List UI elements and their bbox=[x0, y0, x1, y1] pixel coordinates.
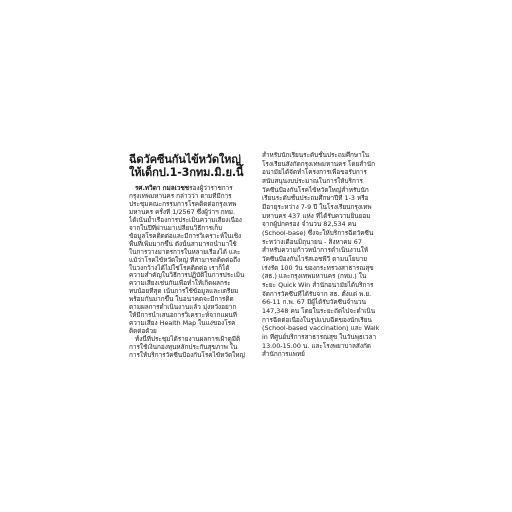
text-line: จากผู้ปกครอง จำนวน 82,534 คน bbox=[262, 220, 357, 229]
article-right-column bbox=[262, 151, 387, 359]
text-line: ในวงกว้างได้ไม่ใช่โรคติดต่อ เราก็ได้ bbox=[129, 263, 230, 272]
text-line: จัดการวัคซีนที่ได้รับจาก สธ. ตั้งแต่ พ.ย. bbox=[262, 289, 372, 298]
text-line: in ที่ศูนย์บริการสาธารณสุข ในวันพุธเวลา bbox=[262, 333, 377, 342]
text-line: การให้บริการวัคซีนป้องกันโรคไข้หวัดใหญ่ bbox=[129, 351, 245, 359]
text-line: เรียนระดับชั้นประถมศึกษาปีที่ 1-3 หรือ bbox=[262, 194, 369, 203]
text-line: โรงเรียนสังกัดกรุงเทพมหานคร โดยสำนัก bbox=[262, 159, 375, 168]
text-line: ในการวางมาตรการในหลายเรื่องได้ และ bbox=[129, 247, 241, 256]
text-line: มีอายุระหว่าง 7-9 ปี ในโรงเรียนกรุงเทพ bbox=[262, 203, 372, 212]
text-line: (สธ.) และกรุงเทพมหานคร (กทม.) ใน bbox=[262, 272, 367, 281]
text-line: ติดต่อด้วย bbox=[129, 327, 157, 336]
text-line: (School-based vaccination) และ Walk bbox=[262, 324, 380, 333]
text-line: ความเสี่ยงเช่นกันเพื่อทำให้เกิดผลกระ bbox=[129, 279, 231, 288]
text-line: สำนักการแพทย์ bbox=[262, 350, 305, 359]
text-line: วัคซีนป้องกันโรคไข้หวัดใหญ่สำหรับนัก bbox=[262, 185, 369, 194]
text-line: พร้อมกันมากขึ้น ในอนาคตจะมีการติด bbox=[129, 295, 234, 304]
text-line: สำหรับความก้าวหน้าการดำเนินงานให้ bbox=[262, 246, 369, 255]
text-line: ความเสี่ยง Health Map ในแง่ของโรค bbox=[129, 319, 236, 328]
text-line: พื้นที่เพิ่มมากขึ้น ดังนั้นสามารถนำมาใช้ bbox=[129, 239, 237, 248]
headline-line-2: ให้เด็กป.1-3กทม.มิ.ย.นี้ bbox=[129, 166, 244, 179]
text-line: ทบน้อยที่สุด เน้นการใช้ข้อมูลและเตรียม bbox=[129, 287, 239, 296]
text-line: 13.00-15.00 น. และโรงพยาบาลสังกัด bbox=[262, 341, 371, 350]
text-line: สำหรับนักเรียนระดับชั้นประถมศึกษาใน bbox=[262, 151, 370, 159]
text-line: สนับสนุนงบประมาณในการให้บริการ bbox=[262, 177, 363, 186]
byline-name: รศ.ทวิดา กมลเวชช bbox=[135, 184, 190, 192]
text-line: อนามัยได้จัดทำโครงการเพื่อขอรับการ bbox=[262, 168, 367, 177]
text-line: ทั้งนี้ที่ประชุมได้รายงานผลการเฝ้าดูมีติ bbox=[135, 335, 241, 344]
text-line: แม้ว่าโรคไข้หวัดใหญ่ ที่สามารถติดต่อถึง bbox=[129, 255, 241, 264]
byline-line bbox=[129, 184, 254, 192]
text-line: ข้อมูลโรคติดต่อและมีการวิเคราะห์ในเชิง bbox=[129, 231, 242, 240]
text-line: ให้มีการนำเสนอการวิเคราะห์จากแผนที่ bbox=[129, 311, 237, 320]
text-line: ระยะ Quick Win สำนักอนามัยได้บริการ bbox=[262, 281, 374, 290]
article-headline bbox=[129, 153, 254, 179]
text-line: ตามผลการดำเนินงานแล้ว มุ่งหวังอยาก bbox=[129, 303, 237, 312]
text-line: 147,348 คน โดยในระยะถัดไปจะดำเนิน bbox=[262, 307, 376, 316]
text-line: วัคซีนป้องกันไวรัสเอชพีวี ตามนโยบาย bbox=[262, 255, 368, 264]
text-line: จากในปีที่ผ่านมาเปลี่ยนวิธีการเก็บ bbox=[129, 223, 223, 232]
headline-line-1: ฉีดวัคซีนกันไข้หวัดใหญ่ bbox=[129, 153, 241, 166]
text-line: ระหว่างเดือนมิถุนายน - สิงหาคม 67 bbox=[262, 237, 362, 246]
text-line: มหานคร ครั้งที่ 1/2567 ซึ่งผู้ว่าฯ กทม. bbox=[129, 207, 236, 216]
text-line: ความสำคัญในวิธีการปฏิบัติในการประเมิน bbox=[129, 271, 245, 280]
text-line: ได้เน้นย้ำเรื่องการประเมินความเสี่ยงเนื่อง bbox=[129, 215, 242, 224]
text-line: ประชุมคณะกรรมการโรคติดต่อกรุงเทพ bbox=[129, 199, 237, 208]
text-line: เร่งรัด 100 วัน ของกระทรวงสาธารณสุข bbox=[262, 263, 374, 272]
text-line: (School-base) ซึ่งจะให้บริการฉีดวัคซีน bbox=[262, 229, 374, 238]
news-clipping bbox=[129, 151, 387, 359]
byline-rest: รองผู้ว่าราชการ bbox=[189, 184, 233, 192]
text-line: 66-11 ก.พ. 67 มีผู้ได้รับวัคซีนจำนวน bbox=[262, 298, 366, 307]
text-line: กรุงเทพมหานคร กล่าวว่า ตามที่มีการ bbox=[129, 191, 232, 200]
text-line: มหานคร 437 แห่ง ที่ได้รับความยินยอม bbox=[262, 211, 371, 220]
text-line: การใช้เงินกองทุนหลักประกันสุขภาพ ใน bbox=[129, 343, 238, 352]
article-left-column bbox=[129, 151, 254, 359]
text-line: การฉีดต่อเนื่องในรูปแบบฉีดของนักเรียน bbox=[262, 315, 372, 324]
